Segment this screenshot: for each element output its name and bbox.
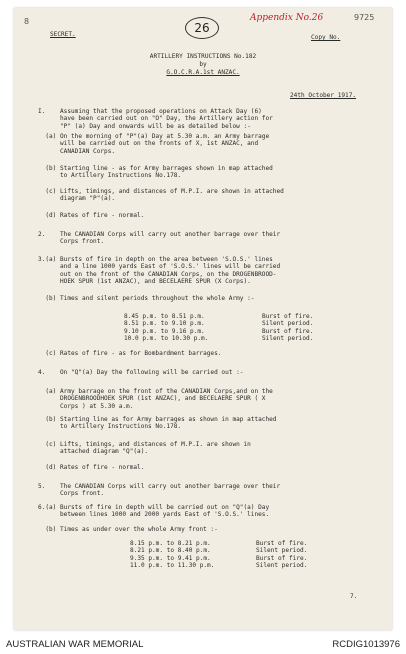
text-line: (b) Times as under over the whole Army front :- [38, 526, 218, 533]
doc-date: 24th October 1917. [290, 92, 357, 99]
text-line: 5. The CANADIAN Corps will carry out another barrage over their [38, 483, 281, 490]
text-line: Corps ) at 5.30 a.m. [38, 402, 134, 410]
schedule-time: 11.0 p.m. to 11.30 p.m. [130, 562, 215, 570]
doc-by: by [199, 61, 207, 68]
folio-circle: 26 [185, 17, 219, 39]
appendix-note: Appendix No.26 [250, 13, 324, 23]
text-line: (c) Lifts, timings, and distances of M.P.I. are shown in attached [38, 188, 284, 195]
text-line: (c) Rates of fire - as for Bombardment barrages. [38, 350, 222, 357]
corner-number: 9725 [354, 13, 375, 22]
schedule-type: Burst of fire. [256, 554, 308, 562]
schedule-type: Silent period. [262, 320, 314, 328]
classification: SECRET. [50, 31, 76, 38]
schedule-time: 9.35 p.m. to 9.41 p.m. [130, 554, 211, 562]
text-line: (d) Rates of fire - normal. [38, 464, 145, 471]
schedule-type: Burst of fire. [256, 540, 308, 547]
text-line: (b) Starting line - as for Army barrages shown in map attached [38, 165, 273, 172]
text-line: and a line 1000 yards East of 'S.O.S.' lines will be carried [38, 263, 281, 271]
text-line: (a) On the morning of "P"(a) Day at 5.30 a.m. an Army barrage [38, 133, 270, 140]
text-line: DROGENBROODHOEK SPUR (1st ANZAC), and BECELAERE SPUR ( X [38, 395, 266, 403]
schedule-time: 8.21 p.m. to 8.40 p.m. [130, 547, 211, 555]
doc-title: ARTILLERY INSTRUCTIONS No.182 [149, 53, 257, 60]
copy-label: Copy No. [311, 34, 341, 41]
text-line: HOEK SPUR (1st ANZAC), and BECELAERE SPUR (X Corps). [38, 278, 251, 286]
text-line: (a) Army barrage on the front of the CANADIAN Corps,and on the [38, 388, 273, 395]
text-line: (c) Lifts, timings, and distances of M.P.I. are shown in [38, 441, 251, 448]
schedule-time: 8.45 p.m. to 8.51 p.m. [124, 313, 205, 320]
text-line: will be carried out on the fronts of X, 1st ANZAC, and [38, 140, 259, 148]
schedule-type: Burst of fire. [262, 313, 314, 320]
text-line: (d) Rates of fire - normal. [38, 212, 145, 219]
text-line: 3.(a) Bursts of fire in depth on the area between 'S.O.S.' lines [38, 256, 273, 263]
doc-issuer: G.O.C.R.A.1st ANZAC. [166, 69, 240, 76]
schedule-time: 8.51 p.m. to 9.10 p.m. [124, 320, 205, 328]
text-line: have been carried out on "O" Day, the Artillery action for [38, 115, 273, 123]
text-line: (b) Starting line as for Army barrages as shown in map attached [38, 416, 277, 423]
text-line: between lines 1000 and 2000 yards East of 'S.O.S.' lines. [38, 511, 270, 519]
footer-source: AUSTRALIAN WAR MEMORIAL [6, 639, 144, 650]
text-line: to Artillery Instructions No.178. [38, 423, 182, 431]
page-mark: 8 [24, 17, 30, 26]
schedule-time: 8.15 p.m. to 8.21 p.m. [130, 540, 211, 547]
schedule-time: 9.10 p.m. to 9.16 p.m. [124, 327, 205, 335]
text-line: (b) Times and silent periods throughout the whole Army :- [38, 295, 255, 302]
schedule-type: Silent period. [262, 335, 314, 343]
text-line: 2. The CANADIAN Corps will carry out another barrage over their [38, 231, 281, 238]
text-line: "P" (a) Day and onwards will be as detailed below :- [38, 122, 251, 130]
schedule-type: Burst of fire. [262, 327, 314, 335]
text-line: 4. On "Q"(a) Day the following will be carried out :- [38, 369, 244, 376]
text-line: attached diagram "Q"(a). [38, 448, 149, 456]
text-line: Corps front. [38, 490, 105, 498]
text-line: Corps front. [38, 238, 105, 246]
schedule-type: Silent period. [256, 562, 308, 570]
text-line: diagram "P"(a). [38, 195, 116, 203]
schedule-time: 10.0 p.m. to 10.30 p.m. [124, 335, 209, 343]
footer-id: RCDIG1013976 [332, 639, 400, 650]
next-page-number: 7. [350, 593, 358, 600]
archive-footer [0, 636, 406, 654]
text-line: I. Assuming that the proposed operations on Attack Day (6) [38, 108, 262, 115]
text-line: out on the front of the CANADIAN Corps, on the DROGENBROOD- [38, 270, 277, 278]
schedule-type: Silent period. [256, 547, 308, 555]
document-page [14, 8, 392, 630]
text-line: to Artillery Instructions No.178. [38, 172, 182, 180]
text-line: 6.(a) Bursts of fire in depth will be carried out on "Q"(a) Day [38, 504, 270, 511]
text-line: CANADIAN Corps. [38, 147, 116, 155]
